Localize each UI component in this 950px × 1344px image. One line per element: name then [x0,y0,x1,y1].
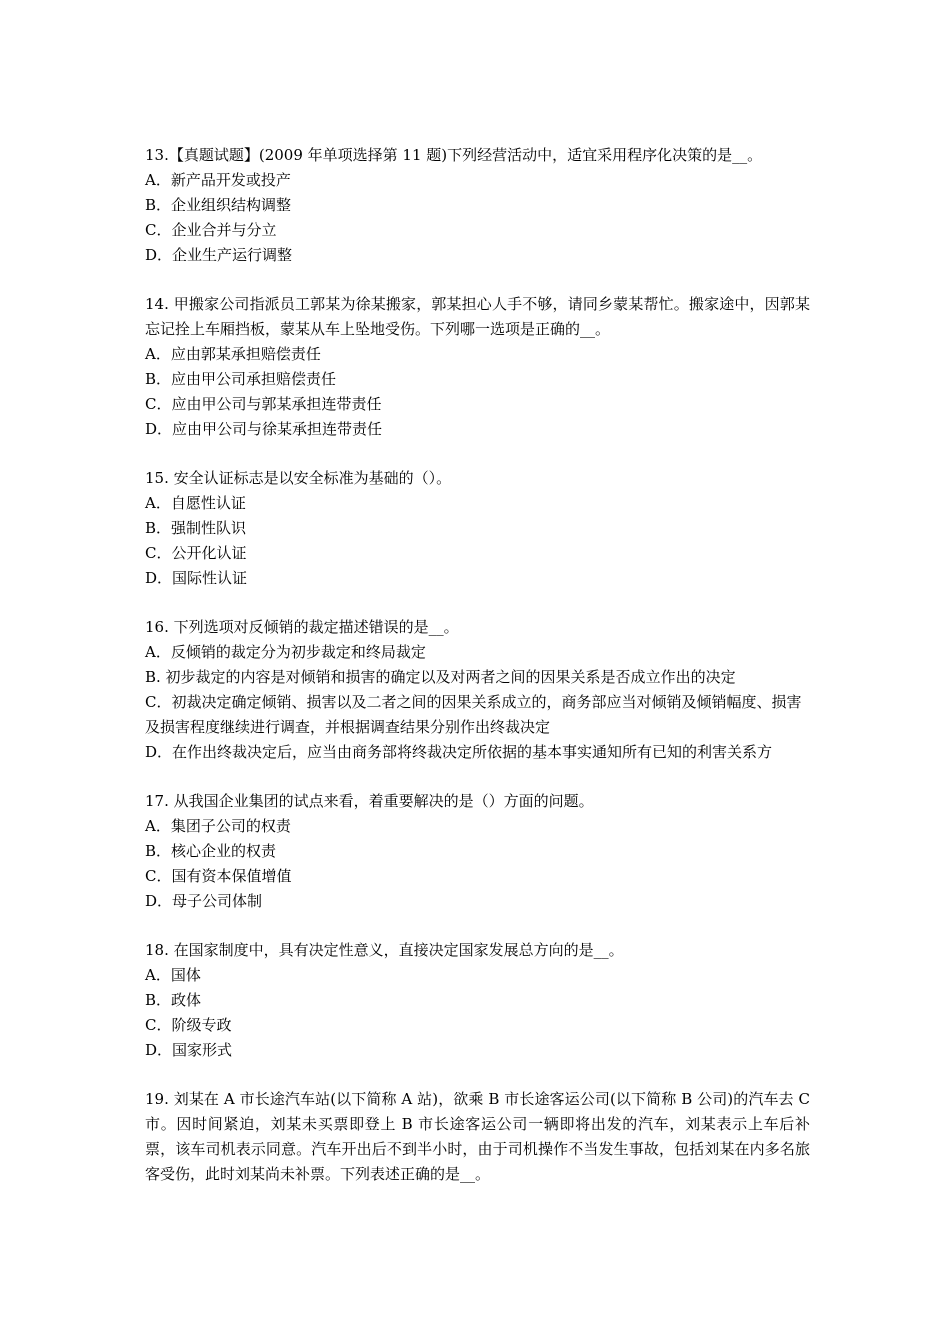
question-17 [145,789,810,914]
option-d: D．在作出终裁决定后，应当由商务部将终裁决定所依据的基本事实通知所有已知的利害关系方 [145,743,773,761]
option-c: C．应由甲公司与郭某承担连带责任 [145,395,382,413]
option-c: C．初裁决定确定倾销、损害以及二者之间的因果关系成立的，商务部应当对倾销及倾销幅度、损害及损害程度继续进行调查，并根据调查结果分别作出终裁决定 [145,693,802,736]
option-d: D．母子公司体制 [145,892,263,910]
option-b: B. 初步裁定的内容是对倾销和损害的确定以及对两者之间的因果关系是否成立作出的决定 [145,668,736,686]
option-b: B．应由甲公司承担赔偿责任 [145,370,337,388]
question-stem: 19. 刘某在 A 市长途汽车站(以下简称 A 站)，欲乘 B 市长途客运公司(以下简称 B 公司)的汽车去 C 市。因时间紧迫，刘某未买票即登上 B 市长途客运公司一辆即将出发的汽车，刘某表示上车后补票，该车司机表示同意。汽车开出后不到半小时，由于司机操作不当发生事故，包括刘某在内多名旅客受伤，此时刘某尚未补票。下列表述正确的是__。 [145,1090,810,1183]
option-c: C．阶级专政 [145,1016,232,1034]
option-a: A．应由郭某承担赔偿责任 [145,345,321,363]
question-13 [145,143,810,268]
question-stem: 14. 甲搬家公司指派员工郭某为徐某搬家，郭某担心人手不够，请同乡蒙某帮忙。搬家途中，因郭某忘记拴上车厢挡板，蒙某从车上坠地受伤。下列哪一选项是正确的__。 [145,295,810,338]
option-d: D．国家形式 [145,1041,233,1059]
question-stem: 18. 在国家制度中，具有决定性意义，直接决定国家发展总方向的是__。 [145,941,624,959]
question-stem: 17. 从我国企业集团的试点来看，着重要解决的是（）方面的问题。 [145,792,594,810]
option-a: A．集团子公司的权责 [145,817,291,835]
option-a: A．国体 [145,966,201,984]
option-b: B．核心企业的权责 [145,842,277,860]
option-b: B．企业组织结构调整 [145,196,292,214]
question-list [145,143,810,1211]
option-d: D．国际性认证 [145,569,248,587]
option-d: D．企业生产运行调整 [145,246,293,264]
question-stem: 15. 安全认证标志是以安全标准为基础的（）。 [145,469,452,487]
option-c: C．公开化认证 [145,544,247,562]
question-stem: 13.【真题试题】(2009 年单项选择第 11 题)下列经营活动中，适宜采用程序化决策的是__。 [145,146,763,164]
option-c: C．企业合并与分立 [145,221,277,239]
option-a: A．自愿性认证 [145,494,246,512]
question-16 [145,615,810,765]
option-c: C．国有资本保值增值 [145,867,292,885]
option-b: B．强制性队识 [145,519,247,537]
question-stem: 16. 下列选项对反倾销的裁定描述错误的是__。 [145,618,459,636]
option-d: D．应由甲公司与徐某承担连带责任 [145,420,383,438]
option-a: A．反倾销的裁定分为初步裁定和终局裁定 [145,643,426,661]
question-15 [145,466,810,591]
question-14 [145,292,810,442]
option-a: A．新产品开发或投产 [145,171,291,189]
option-b: B．政体 [145,991,202,1009]
question-18 [145,938,810,1063]
question-19 [145,1087,810,1187]
